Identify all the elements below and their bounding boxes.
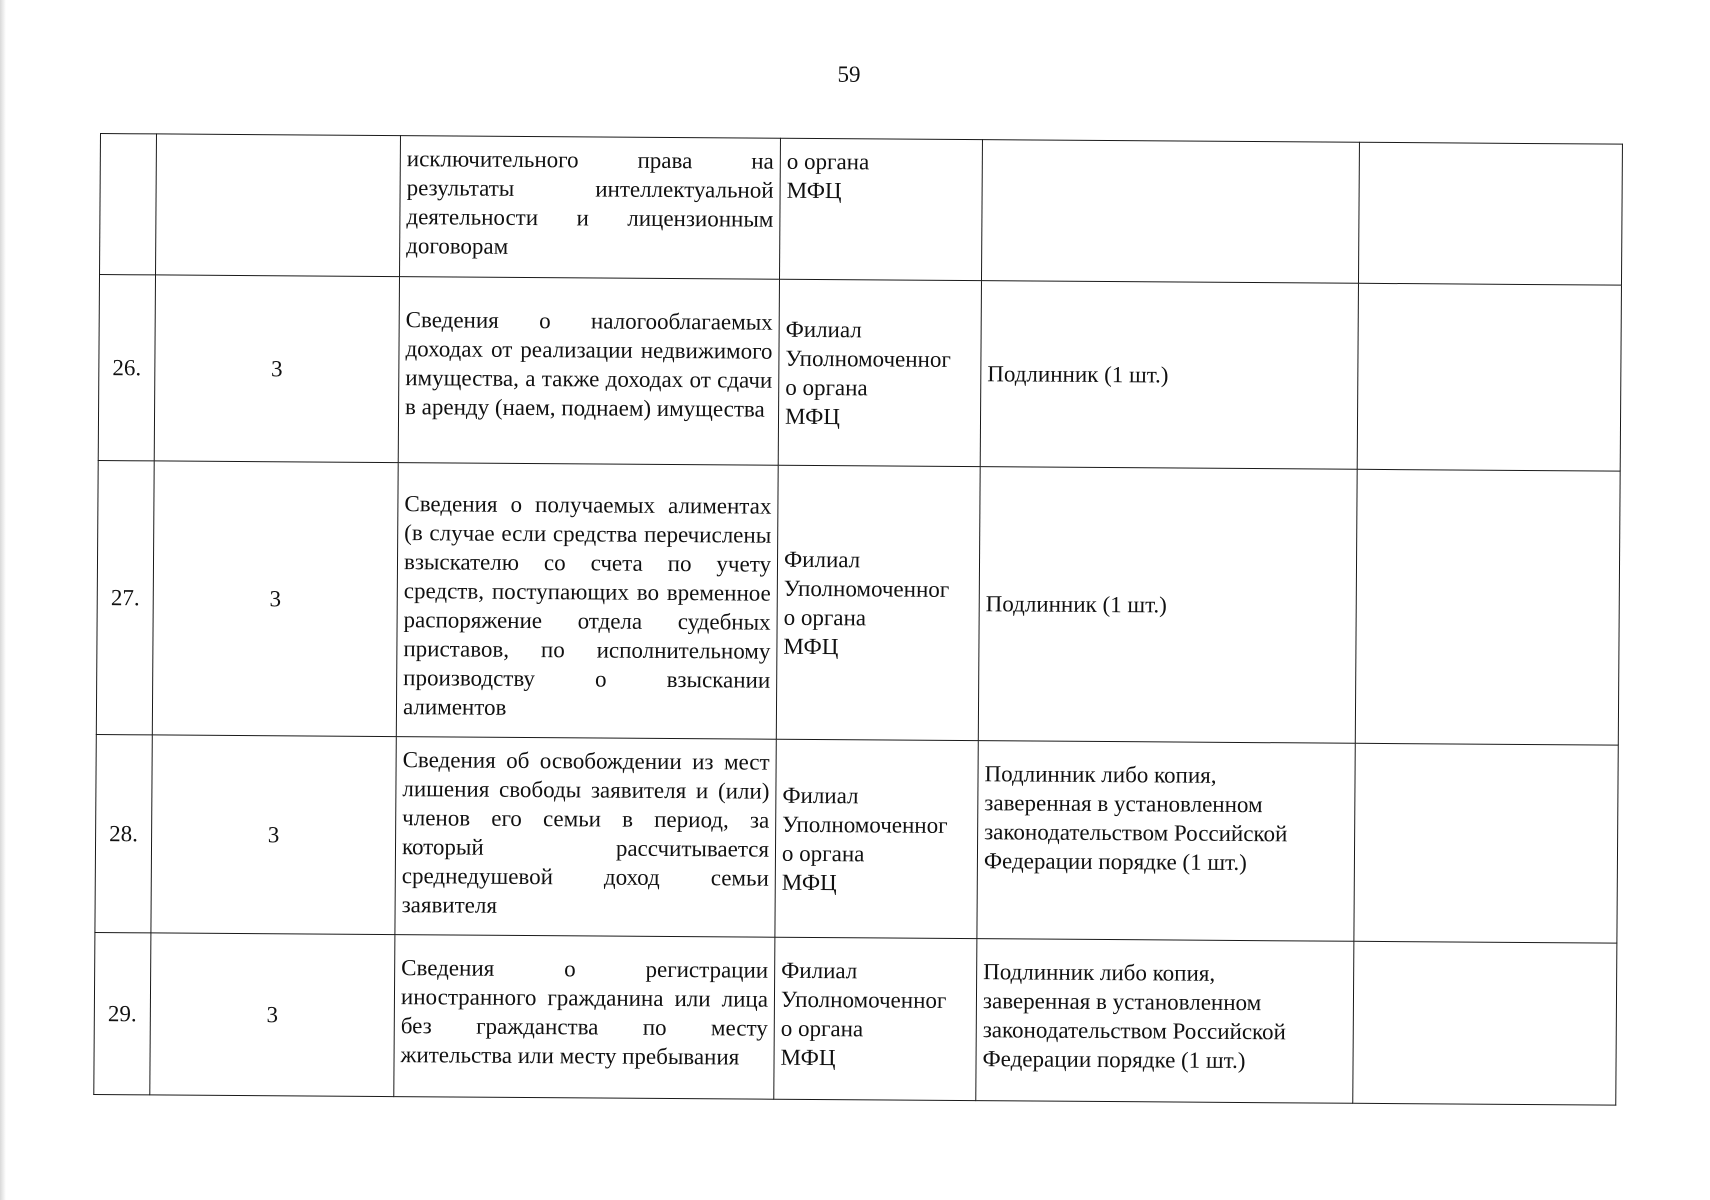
row-number: 29. bbox=[94, 932, 151, 1094]
documents-table bbox=[93, 133, 1623, 1106]
row-number: 27. bbox=[96, 460, 154, 734]
page-number: 59 bbox=[837, 62, 861, 87]
row-note bbox=[1357, 283, 1621, 471]
table-row bbox=[96, 460, 1620, 745]
source-line: о органа bbox=[780, 1015, 864, 1042]
row-form bbox=[980, 281, 1358, 470]
row-description: исключительного права на результаты интеллектуальной деятельности и лицензионным договорам bbox=[400, 136, 781, 280]
row-count: 3 bbox=[151, 735, 396, 935]
form-line: законодательством Российской bbox=[982, 1017, 1287, 1045]
form-line: заверенная в установленном bbox=[984, 790, 1263, 818]
row-description: Сведения о получаемых алиментах (в случае если средства перечислены взыскателю со счета по учету средств, поступающих во временное распоряжение отдела судебных приставов, по исполнительному производству о взыскании алиментов bbox=[396, 463, 778, 740]
source-line: Уполномоченног bbox=[780, 986, 947, 1013]
row-source bbox=[778, 279, 981, 466]
source-line: МФЦ bbox=[783, 633, 839, 659]
row-form bbox=[978, 467, 1357, 744]
row-count bbox=[156, 134, 401, 277]
table-row bbox=[100, 134, 1623, 286]
source-line: Филиал bbox=[781, 957, 858, 984]
source-line: Уполномоченног bbox=[783, 575, 950, 602]
form-line: Федерации порядке (1 шт.) bbox=[982, 1046, 1246, 1074]
row-count: 3 bbox=[154, 275, 399, 463]
source-line: Уполномоченног bbox=[785, 345, 951, 372]
scan-edge bbox=[0, 0, 6, 1200]
row-description: Сведения о налогооблагаемых доходах от реализации недвижимого имущества, а также доходах от сдачи в аренду (наем, поднаем) имущества bbox=[398, 277, 779, 466]
row-source bbox=[774, 937, 977, 1100]
row-form bbox=[981, 140, 1359, 284]
row-note bbox=[1358, 142, 1622, 285]
source-line: МФЦ bbox=[780, 1044, 836, 1071]
row-description: Сведения о регистрации иностранного гражданина или лица без гражданства по месту жительства или месту пребывания bbox=[394, 935, 775, 1100]
source-line: МФЦ bbox=[786, 177, 842, 204]
row-number: 26. bbox=[98, 275, 155, 461]
source-line: Филиал bbox=[785, 316, 862, 342]
row-number: 28. bbox=[95, 734, 152, 932]
row-note bbox=[1353, 941, 1617, 1105]
row-source bbox=[775, 739, 978, 938]
row-number bbox=[100, 134, 157, 275]
source-line: МФЦ bbox=[784, 403, 841, 429]
table-row bbox=[95, 734, 1618, 943]
row-count: 3 bbox=[152, 461, 398, 737]
row-source bbox=[776, 465, 980, 740]
row-description: Сведения об освобождении из мест лишения свободы заявителя и (или) членов его семьи в период, за который рассчитывается среднедушевой доход семьи заявителя bbox=[395, 737, 776, 938]
row-form bbox=[977, 741, 1355, 942]
table-row bbox=[94, 932, 1617, 1105]
row-note bbox=[1354, 743, 1618, 943]
source-line: о органа bbox=[785, 374, 868, 400]
source-line: Филиал bbox=[782, 782, 859, 808]
form-line: Подлинник (1 шт.) bbox=[985, 591, 1167, 618]
row-count: 3 bbox=[150, 933, 395, 1097]
source-line: Филиал bbox=[783, 546, 861, 572]
row-form bbox=[976, 939, 1354, 1104]
form-line: заверенная в установленном bbox=[982, 988, 1262, 1016]
source-line: Уполномоченног bbox=[782, 811, 948, 838]
row-source bbox=[779, 138, 982, 280]
source-line: МФЦ bbox=[781, 869, 837, 895]
source-line: о органа bbox=[783, 604, 867, 630]
form-line: Подлинник либо копия, bbox=[984, 761, 1217, 788]
form-line: Федерации порядке (1 шт.) bbox=[983, 848, 1247, 876]
source-line: о органа bbox=[781, 840, 865, 866]
row-note bbox=[1355, 469, 1620, 745]
table-row bbox=[98, 275, 1621, 472]
source-line: о органа bbox=[786, 148, 870, 175]
form-line: законодательством Российской bbox=[984, 819, 1288, 847]
form-line: Подлинник (1 шт.) bbox=[987, 361, 1169, 388]
form-line: Подлинник либо копия, bbox=[983, 959, 1216, 986]
